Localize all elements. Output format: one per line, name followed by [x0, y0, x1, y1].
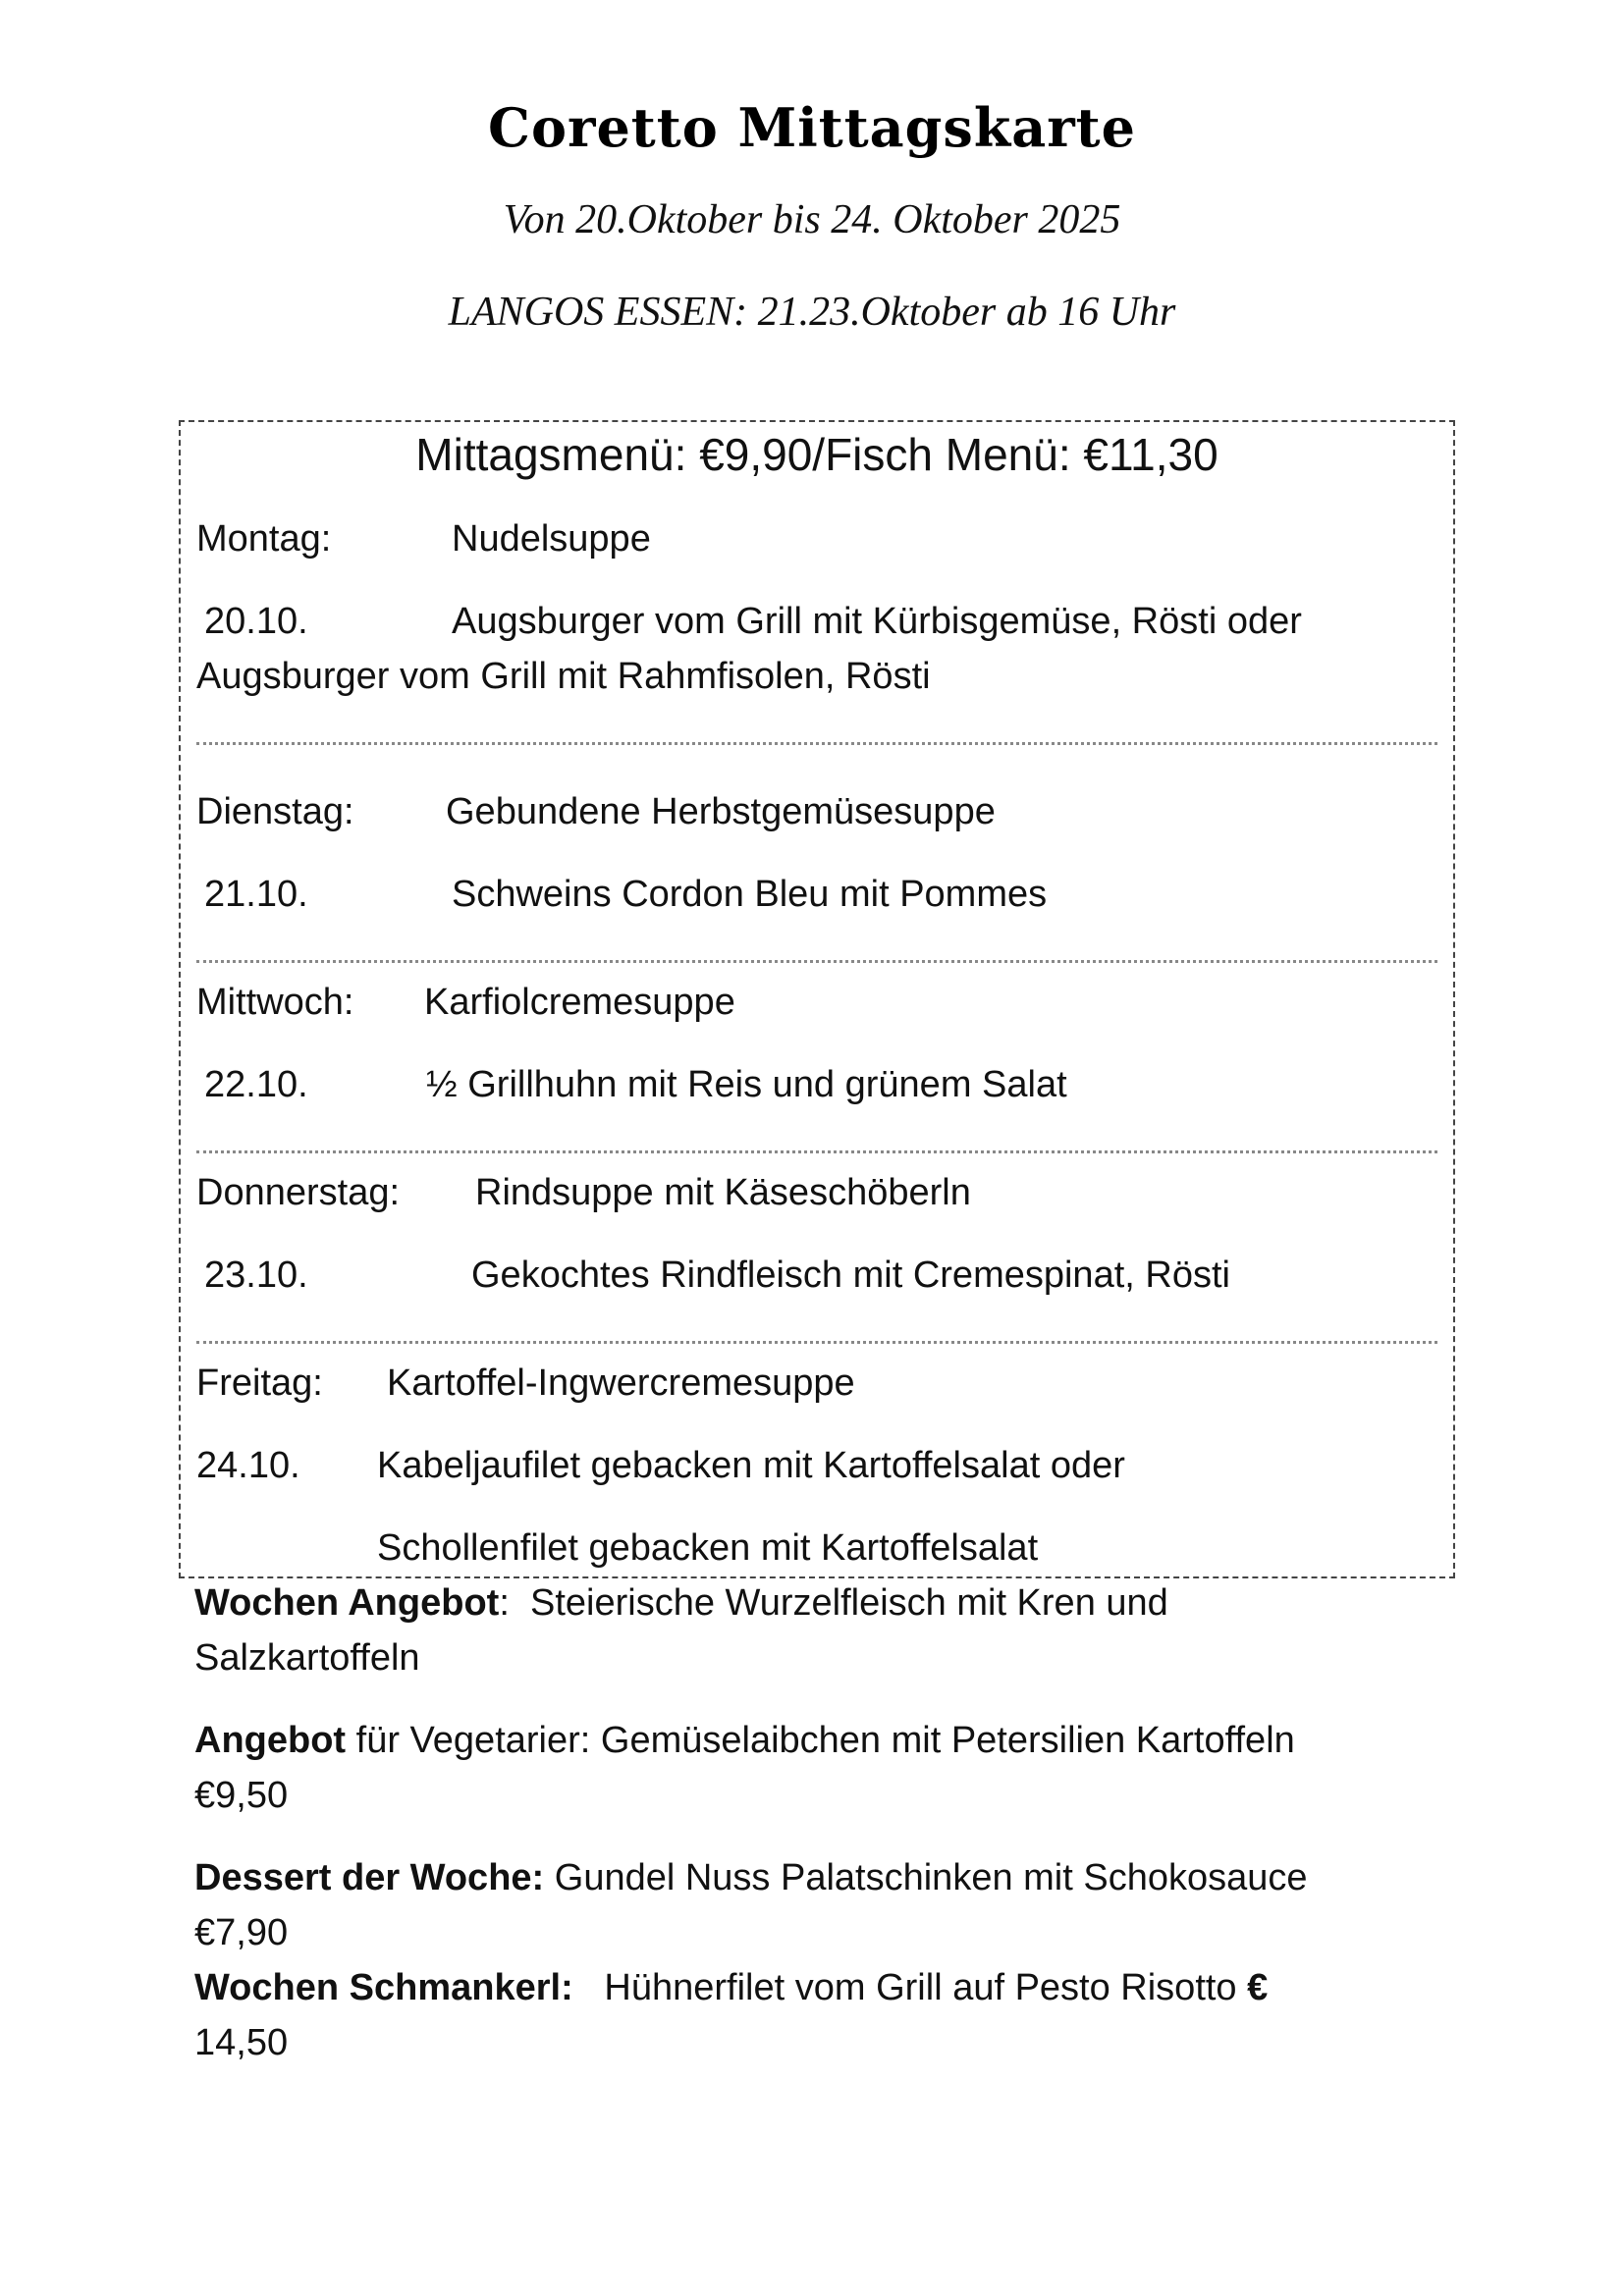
- schmankerl-euro: €: [1247, 1967, 1269, 2008]
- day-wednesday-main-1: ½ Grillhuhn mit Reis und grünem Salat: [426, 1064, 1067, 1105]
- dessert-text: Gundel Nuss Palatschinken mit Schokosauce: [554, 1857, 1308, 1898]
- day-friday-main-1: Kabeljaufilet gebacken mit Kartoffelsalat oder: [377, 1445, 1125, 1486]
- vegetarian-offer-label: Angebot: [194, 1720, 347, 1761]
- schmankerl-text: Hühnerfilet vom Grill auf Pesto Risotto: [604, 1967, 1237, 2008]
- schmankerl-price: 14,50: [194, 2022, 289, 2063]
- separator: [196, 1341, 1437, 1344]
- day-wednesday-date: 22.10.: [204, 1064, 308, 1105]
- weekly-offer-colon: :: [499, 1582, 510, 1624]
- day-monday-main-2: Augsburger vom Grill mit Rahmfisolen, Rösti: [196, 656, 931, 697]
- date-range: Von 20.Oktober bis 24. Oktober 2025: [503, 197, 1121, 242]
- schmankerl-line-1: [194, 1967, 1268, 2009]
- dessert-line-1: [194, 1857, 1308, 1899]
- day-monday-label: Montag:: [196, 518, 332, 560]
- day-tuesday-soup: Gebundene Herbstgemüsesuppe: [446, 791, 996, 832]
- day-monday-main-1: Augsburger vom Grill mit Kürbisgemüse, Rösti oder: [452, 601, 1302, 642]
- day-tuesday-main-1: Schweins Cordon Bleu mit Pommes: [452, 874, 1048, 915]
- dessert-price: €7,90: [194, 1912, 289, 1953]
- day-friday-main-2: Schollenfilet gebacken mit Kartoffelsalat: [377, 1527, 1039, 1569]
- vegetarian-offer-text: für Vegetarier: Gemüselaibchen mit Petersilien Kartoffeln: [355, 1720, 1295, 1761]
- dessert-label: Dessert der Woche:: [194, 1857, 545, 1898]
- day-thursday-date: 23.10.: [204, 1255, 308, 1296]
- separator: [196, 960, 1437, 963]
- day-wednesday-soup: Karfiolcremesuppe: [424, 982, 735, 1023]
- day-friday-soup: Kartoffel-Ingwercremesuppe: [387, 1362, 855, 1404]
- weekly-offer-line-2: Salzkartoffeln: [194, 1637, 420, 1679]
- schmankerl-label: Wochen Schmankerl:: [194, 1967, 573, 2008]
- day-tuesday-date: 21.10.: [204, 874, 308, 915]
- day-wednesday-label: Mittwoch:: [196, 982, 354, 1023]
- weekly-offer-line-1: [194, 1582, 1168, 1625]
- lunch-menu-box: [179, 420, 1455, 1578]
- weekly-offer-text: Steierische Wurzelfleisch mit Kren und: [530, 1582, 1168, 1624]
- day-thursday-main-1: Gekochtes Rindfleisch mit Cremespinat, Rösti: [471, 1255, 1230, 1296]
- day-thursday-soup: Rindsuppe mit Käseschöberln: [475, 1172, 971, 1213]
- day-monday-soup: Nudelsuppe: [452, 518, 651, 560]
- day-thursday-label: Donnerstag:: [196, 1172, 401, 1213]
- day-tuesday-label: Dienstag:: [196, 791, 354, 832]
- langos-notice: LANGOS ESSEN: 21.23.Oktober ab 16 Uhr: [448, 290, 1176, 335]
- weekly-offer-label: Wochen Angebot: [194, 1582, 500, 1624]
- separator: [196, 1150, 1437, 1153]
- menu-price-header: Mittagsmenü: €9,90/Fisch Menü: €11,30: [415, 429, 1218, 480]
- separator: [196, 742, 1437, 745]
- day-friday-date: 24.10.: [196, 1445, 300, 1486]
- vegetarian-offer-line-1: [194, 1720, 1295, 1762]
- page-title: Coretto Mittagskarte: [488, 96, 1136, 159]
- day-monday-date: 20.10.: [204, 601, 308, 642]
- vegetarian-offer-price: €9,50: [194, 1775, 289, 1816]
- day-friday-label: Freitag:: [196, 1362, 323, 1404]
